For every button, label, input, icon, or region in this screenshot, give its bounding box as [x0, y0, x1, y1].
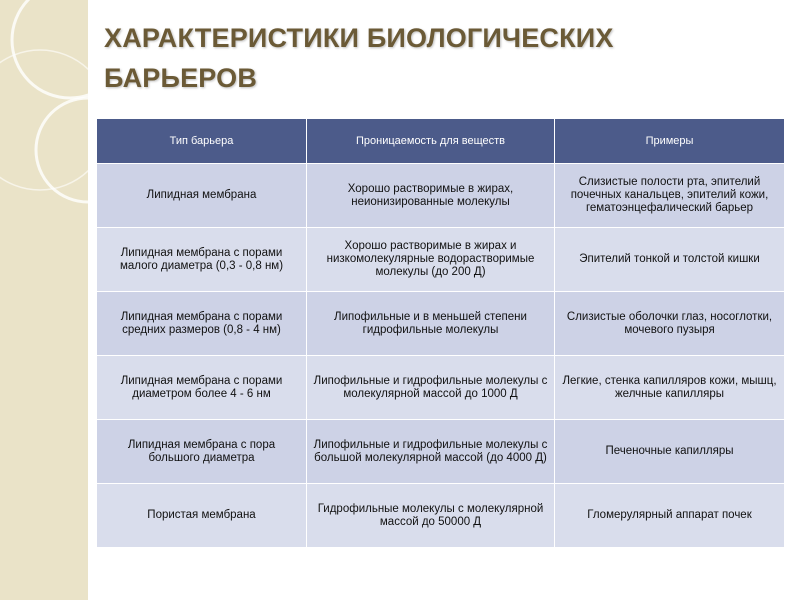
decorative-side-band	[0, 0, 88, 600]
cell-barrier-type: Липидная мембрана с пора большого диаметра	[97, 420, 307, 484]
cell-examples: Легкие, стенка капилляров кожи, мышц, желчные капилляры	[555, 356, 785, 420]
cell-permeability: Хорошо растворимые в жирах, неионизированные молекулы	[307, 164, 555, 228]
table-row	[97, 484, 785, 548]
cell-permeability: Липофильные и в меньшей степени гидрофильные молекулы	[307, 292, 555, 356]
header-barrier-type: Тип барьера	[97, 119, 307, 164]
header-examples: Примеры	[555, 119, 785, 164]
table-row	[97, 292, 785, 356]
cell-examples: Печеночные капилляры	[555, 420, 785, 484]
cell-permeability: Хорошо растворимые в жирах и низкомолекулярные водорастворимые молекулы (до 200 Д)	[307, 228, 555, 292]
cell-permeability: Липофильные и гидрофильные молекулы с молекулярной массой до 1000 Д	[307, 356, 555, 420]
cell-examples: Слизистые полости рта, эпителий почечных канальцев, эпителий кожи, гематоэнцефалический барьер	[555, 164, 785, 228]
cell-barrier-type: Липидная мембрана с порами средних размеров (0,8 - 4 нм)	[97, 292, 307, 356]
cell-examples: Эпителий тонкой и толстой кишки	[555, 228, 785, 292]
cell-barrier-type: Липидная мембрана с порами малого диаметра (0,3 - 0,8 нм)	[97, 228, 307, 292]
slide-title: ХАРАКТЕРИСТИКИ БИОЛОГИЧЕСКИХ БАРЬЕРОВ	[104, 23, 614, 93]
table-header-row	[97, 119, 785, 164]
table-row	[97, 420, 785, 484]
cell-permeability: Липофильные и гидрофильные молекулы с большой молекулярной массой (до 4000 Д)	[307, 420, 555, 484]
cell-barrier-type: Пористая мембрана	[97, 484, 307, 548]
cell-barrier-type: Липидная мембрана с порами диаметром более 4 - 6 нм	[97, 356, 307, 420]
cell-examples: Гломерулярный аппарат почек	[555, 484, 785, 548]
table-row	[97, 164, 785, 228]
barrier-table	[96, 118, 785, 548]
cell-barrier-type: Липидная мембрана	[97, 164, 307, 228]
cell-permeability: Гидрофильные молекулы с молекулярной массой до 50000 Д	[307, 484, 555, 548]
header-permeability: Проницаемость для веществ	[307, 119, 555, 164]
cell-examples: Слизистые оболочки глаз, носоглотки, мочевого пузыря	[555, 292, 785, 356]
table-row	[97, 228, 785, 292]
table-row	[97, 356, 785, 420]
decorative-circles	[0, 0, 88, 600]
